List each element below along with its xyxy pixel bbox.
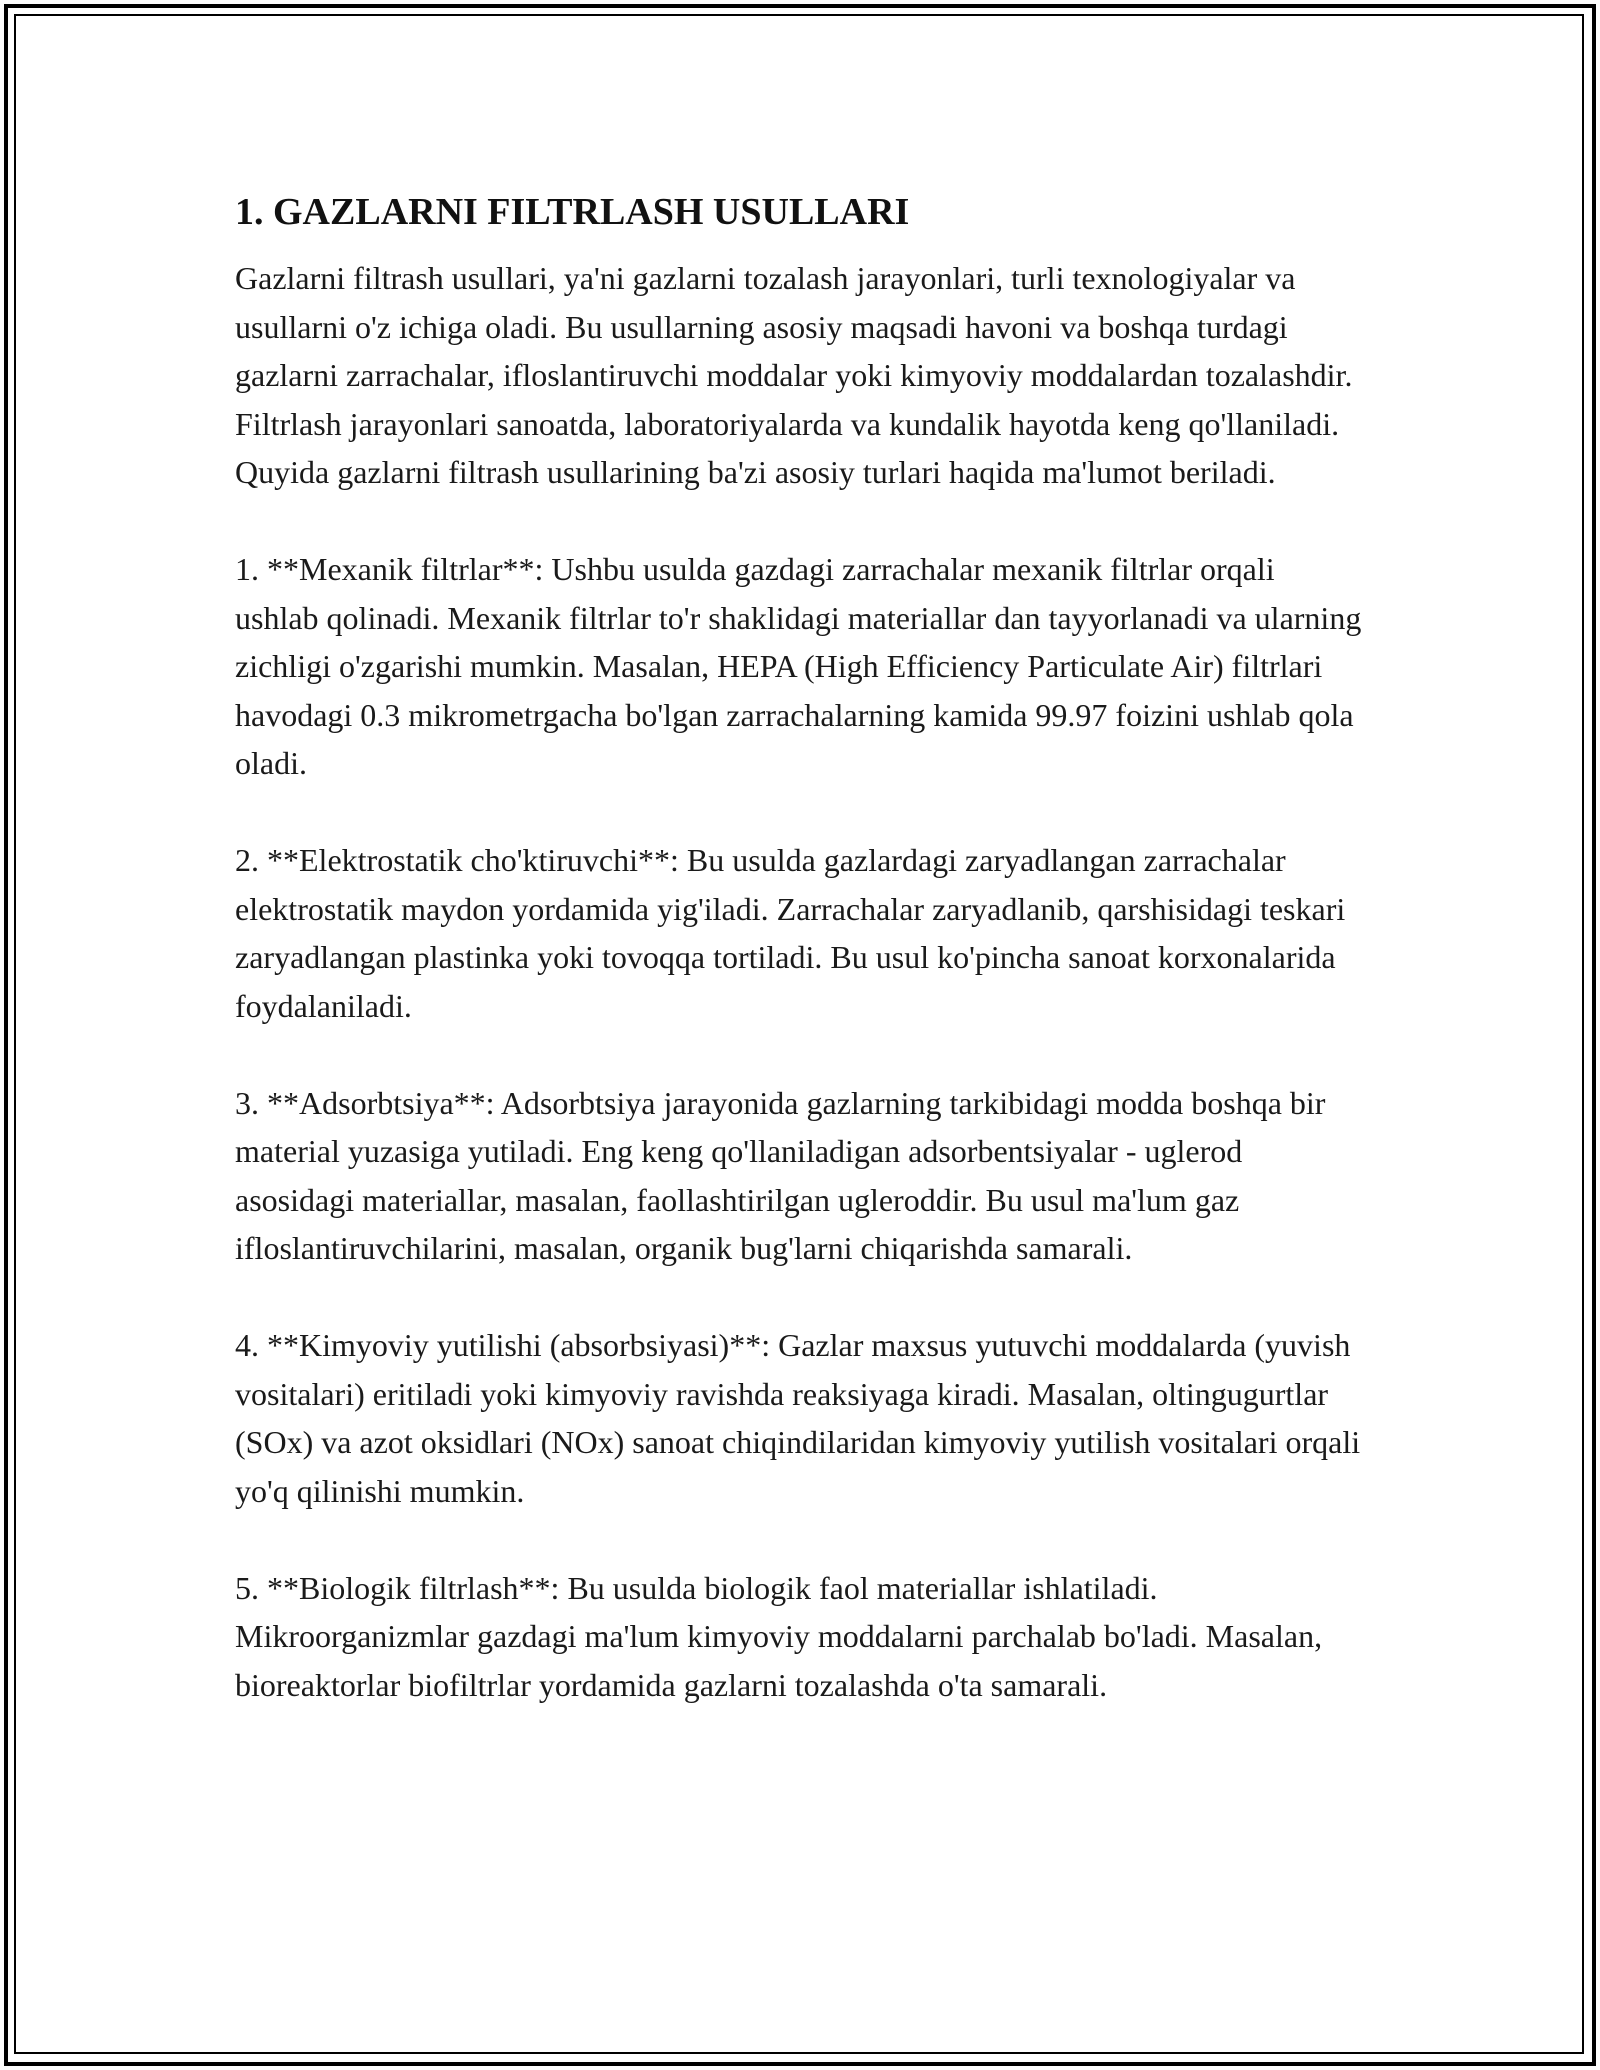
paragraph-chemical-absorption: 4. **Kimyoviy yutilishi (absorbsiyasi)**: Gazlar maxsus yutuvchi moddalarda (yuvish vositalari) eritiladi yoki kimyoviy ravishda reaksiyaga kiradi. Masalan, oltingugurtlar (SOx) va azot oksidlari (NOx) sanoat chiqindilaridan kimyoviy yutilish vositalari orqali yo'q qilinishi mumkin. [235, 1327, 1361, 1509]
intro-paragraph: Gazlarni filtrash usullari, ya'ni gazlarni tozalash jarayonlari, turli texnologiyalar va usullarni o'z ichiga oladi. Bu usullarning asosiy maqsadi havoni va boshqa turdagi gazlarni zarrachalar, ifloslantiruvchi moddalar yoki kimyoviy moddalardan tozalashdir. Filtrlash jarayonlari sanoatda, laboratoriyalarda va kundalik hayotda keng qo'llaniladi. Quyida gazlarni filtrash usullarining ba'zi asosiy turlari haqida ma'lumot beriladi. [235, 260, 1353, 490]
paragraph-electrostatic-precipitator: 2. **Elektrostatik cho'ktiruvchi**: Bu usulda gazlardagi zaryadlangan zarrachalar elektrostatik maydon yordamida yig'iladi. Zarrachalar zaryadlanib, qarshisidagi teskari zaryadlangan plastinka yoki tovoqqa tortiladi. Bu usul ko'pincha sanoat korxonalarida foydalaniladi. [235, 842, 1346, 1024]
paragraph-adsorption: 3. **Adsorbtsiya**: Adsorbtsiya jarayonida gazlarning tarkibidagi modda boshqa bir material yuzasiga yutiladi. Eng keng qo'llaniladigan adsorbentsiyalar - uglerod asosidagi materiallar, masalan, faollashtirilgan ugleroddir. Bu usul ma'lum gaz ifloslantiruvchilarini, masalan, organik bug'larni chiqarishda samarali. [235, 1084, 1326, 1266]
document-title: 1. GAZLARNI FILTRLASH USULLARI [235, 191, 910, 233]
document-body [235, 186, 1365, 1758]
paragraph-mechanical-filters: 1. **Mexanik filtrlar**: Ushbu usulda gazdagi zarrachalar mexanik filtrlar orqali ushlab qolinadi. Mexanik filtrlar to'r shaklidagi materiallar dan tayyorlanadi va ularning zichligi o'zgarishi mumkin. Masalan, HEPA (High Efficiency Particulate Air) filtrlari havodagi 0.3 mikrometrgacha bo'lgan zarrachalarning kamida 99.97 foizini ushlab qola oladi. [235, 551, 1362, 781]
paragraph-biological-filtration: 5. **Biologik filtrlash**: Bu usulda biologik faol materiallar ishlatiladi. Mikroorganizmlar gazdagi ma'lum kimyoviy moddalarni parchalab bo'ladi. Masalan, bioreaktorlar biofiltrlar yordamida gazlarni tozalashda o'ta samarali. [235, 1569, 1323, 1703]
